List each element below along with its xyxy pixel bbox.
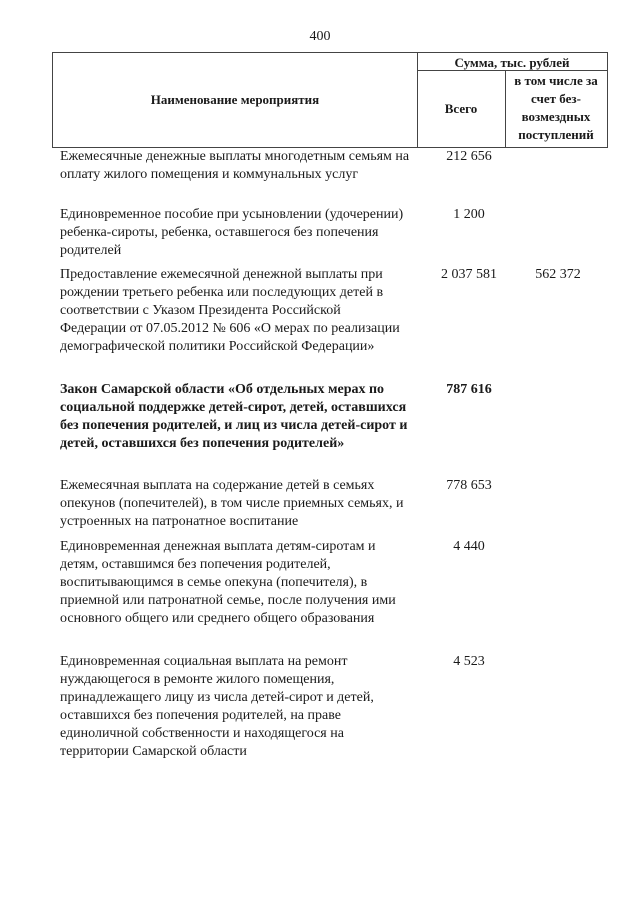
row-text: Единовременное пособие при усыновлении (удочерении) ребенка-сироты, ребенка, оставшегося без попечения родителей: [60, 207, 404, 258]
row-total: 2 037 581: [441, 267, 497, 282]
row-total: 4 523: [453, 654, 485, 669]
header-incl-column: в том числе за счет без-возмездных поступлений: [514, 73, 598, 142]
table-header: [52, 52, 608, 148]
page-number: 400: [309, 29, 331, 44]
row-total: 212 656: [446, 149, 492, 164]
row-incl: 562 372: [535, 267, 581, 282]
row-total: 787 616: [446, 382, 492, 397]
header-total-column: Всего: [444, 101, 478, 116]
header-sum-column: Сумма, тыс. рублей: [454, 55, 570, 70]
row-text: Единовременная денежная выплата детям-сиротам и детям, оставшимся без попечения родителей, воспитывающимся в семье опекуна (попечителя), в приемной или патронатной семье, после получения ими основного общего или среднего общего образования: [60, 539, 396, 626]
row-text: Единовременная социальная выплата на ремонт нуждающегося в ремонте жилого помещения, принадлежащего лицу из числа детей-сирот и детей, оставшихся без попечения родителей, на праве единоличной собственности и находящегося на территории Самарской области: [60, 654, 374, 759]
row-total: 778 653: [446, 478, 492, 493]
row-total: 1 200: [453, 207, 485, 222]
row-text: Ежемесячные денежные выплаты многодетным семьям на оплату жилого помещения и коммунальных услуг: [60, 149, 410, 182]
header-name-column: Наименование мероприятия: [150, 92, 320, 107]
row-text: Ежемесячная выплата на содержание детей в семьях опекунов (попечителей), в том числе приемных семьях, и устроенных на патронатное воспитание: [60, 478, 404, 529]
row-text: Предоставление ежемесячной денежной выплаты при рождении третьего ребенка или последующих детей в соответствии с Указом Президента Российской Федерации от 07.05.2012 № 606 «О мерах по реализации демографической политики Российской Федерации»: [60, 267, 400, 354]
row-total: 4 440: [453, 539, 485, 554]
row-text: Закон Самарской области «Об отдельных мерах по социальной поддержке детей-сирот, детей, оставшихся без попечения родителей, и лиц из числа детей-сирот и детей, оставшихся без попечения родителей»: [60, 382, 408, 451]
